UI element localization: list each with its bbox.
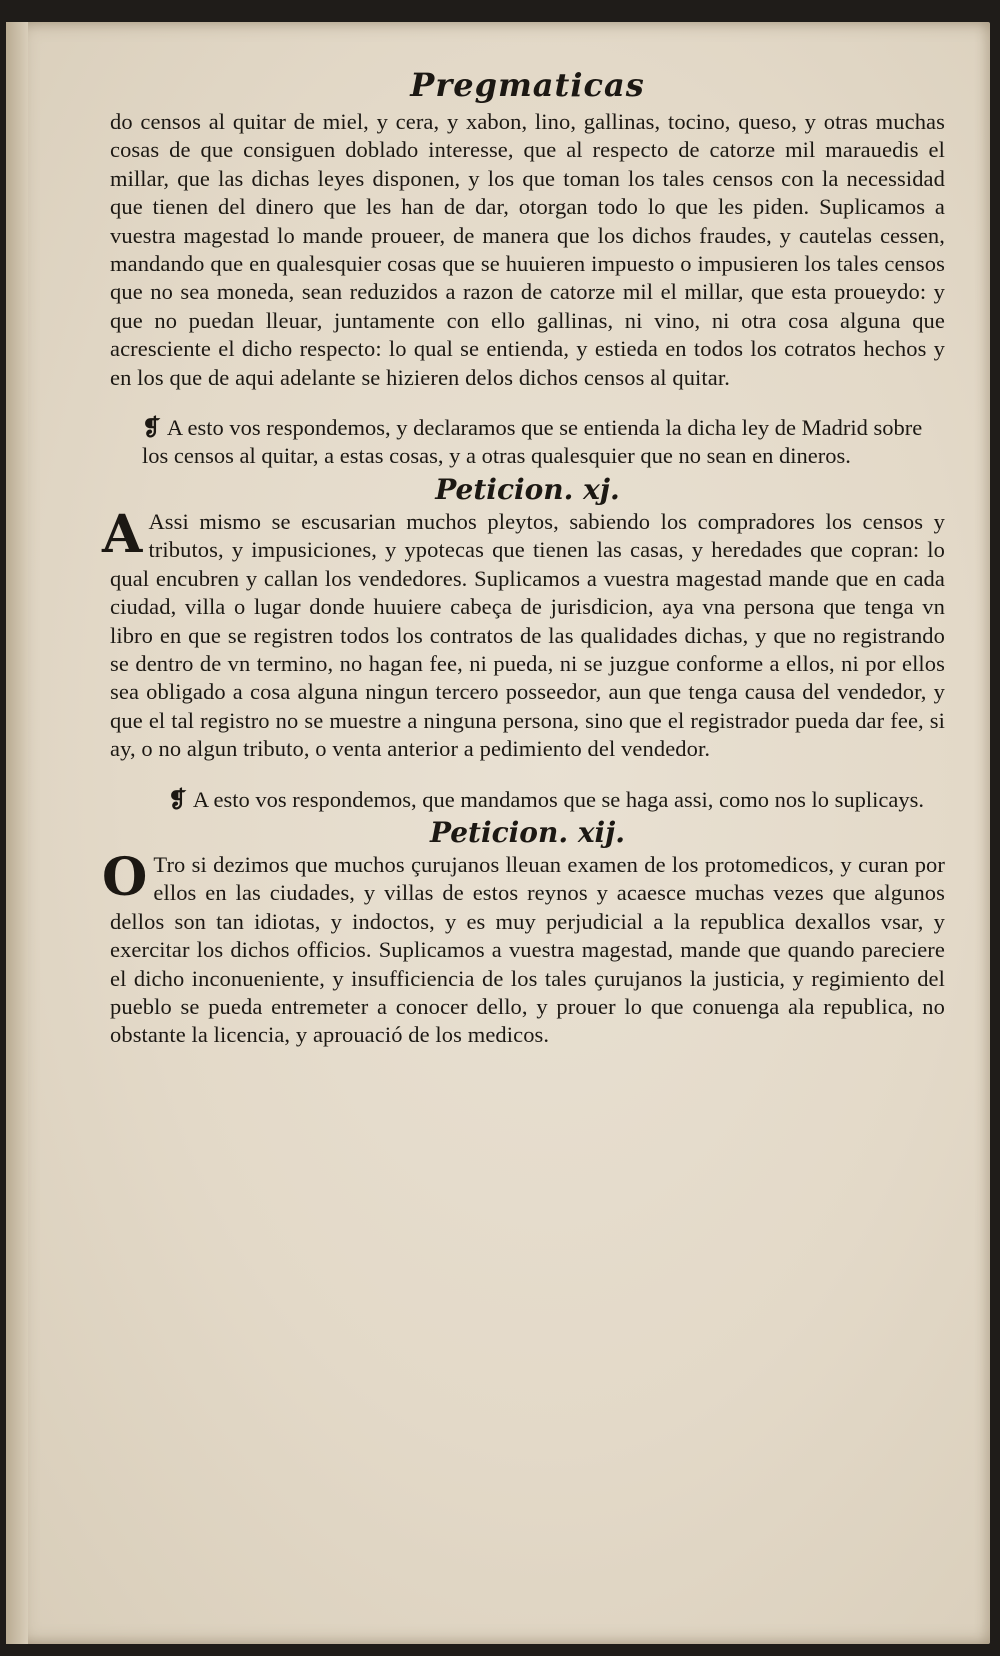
page-gutter xyxy=(6,22,28,1644)
reply-1 xyxy=(110,414,945,471)
petition-heading-12: Peticion. xij. xyxy=(429,815,626,849)
petition-12-text xyxy=(102,846,945,1050)
pilcrow-icon: ❡ xyxy=(142,415,161,441)
petition-heading-11: Peticion. xj. xyxy=(435,472,620,506)
paragraph-continuation: do censos al quitar de miel, y cera, y xabon, lino, gallinas, tocino, queso, y otras muchas cosas de que consiguen doblado interesse, que al respecto de catorze mil marauedis el millar, que las dichas leyes disponen, y los que toman los tales censos con la necessidad que tienen del dinero que les han de dar, otorgan todo lo que les piden. Suplicamos a vuestra magestad lo mande proueer, de manera que los dichos fraudes, y cautelas cessen, mandando que en qualesquier cosas que se huuieren impuesto o impusieren los tales censos que no sea moneda, sean reduzidos a razon de catorze mil el millar, que esta proueydo: y que no puedan lleuar, juntamente con ello gallinas, ni vino, ni otra cosa alguna que acresciente el dicho respecto: lo qual se entienda, y estieda en todos los cotratos hechos y en los que de aqui adelante se hizieren delos dichos censos al quitar. xyxy=(110,109,945,390)
drop-initial-a: A xyxy=(102,503,143,565)
petition-11-body: Assi mismo se escusarian muchos pleytos, sabiendo los compradores los censos y tributos, y impusiciones, y ypotecas que tienen las casas, y heredades que copran: lo qual encubren y callan los vendedores. Suplicamos a vuestra magestad mande que en cada ciudad, villa o lugar donde huuiere cabeça de jurisdicion, aya vna persona que tenga vn libro en que se registren todos los contratos de las qualidades dichas, y que no registrando se dentro de vn termino, no hagan fee, ni pueda, ni se juzgue conforme a ellos, ni por ellos sea obligado a cosa alguna ningun tercero posseedor, aun que tenga causa del vendedor, y que el tal registro no se muestre a ninguna persona, sino que el registrador pueda dar fee, si ay, o no algun tributo, o venta anterior a pedimiento del vendedor. xyxy=(110,508,945,762)
petition-12-body: Tro si dezimos que muchos çurujanos lleuan examen de los protomedicos, y curan por ellos en las ciudades, y villas de estos reynos y acaesce muchas vezes que algunos dellos son tan idiotas, y indoctos, y es muy perjudicial a la republica dexallos vsar, y exercitar los dichos officios. Suplicamos a vuestra magestad, mande que quando pareciere el dicho inconueniente, y insufficiencia de los tales çurujanos la justicia, y regimiento del pueblo se pueda entremeter a conocer dello, y prouer lo que conuenga ala republica, no obstante la licencia, y aprouació de los medicos. xyxy=(110,851,945,1048)
running-title: Pregmaticas xyxy=(410,66,645,104)
page-text xyxy=(102,66,945,1050)
drop-initial-o: O xyxy=(102,846,148,908)
reply-2 xyxy=(110,786,945,814)
reply-1-text: A esto vos respondemos, y declaramos que se entienda la dicha ley de Madrid sobre los censos al quitar, a estas cosas, y a otras qualesquier que no sean en dineros. xyxy=(142,415,923,469)
petition-11-text xyxy=(102,503,945,764)
reply-2-text: A esto vos respondemos, que mandamos que se haga assi, como nos lo suplicays. xyxy=(192,786,924,812)
pilcrow-icon: ❡ xyxy=(168,786,187,812)
